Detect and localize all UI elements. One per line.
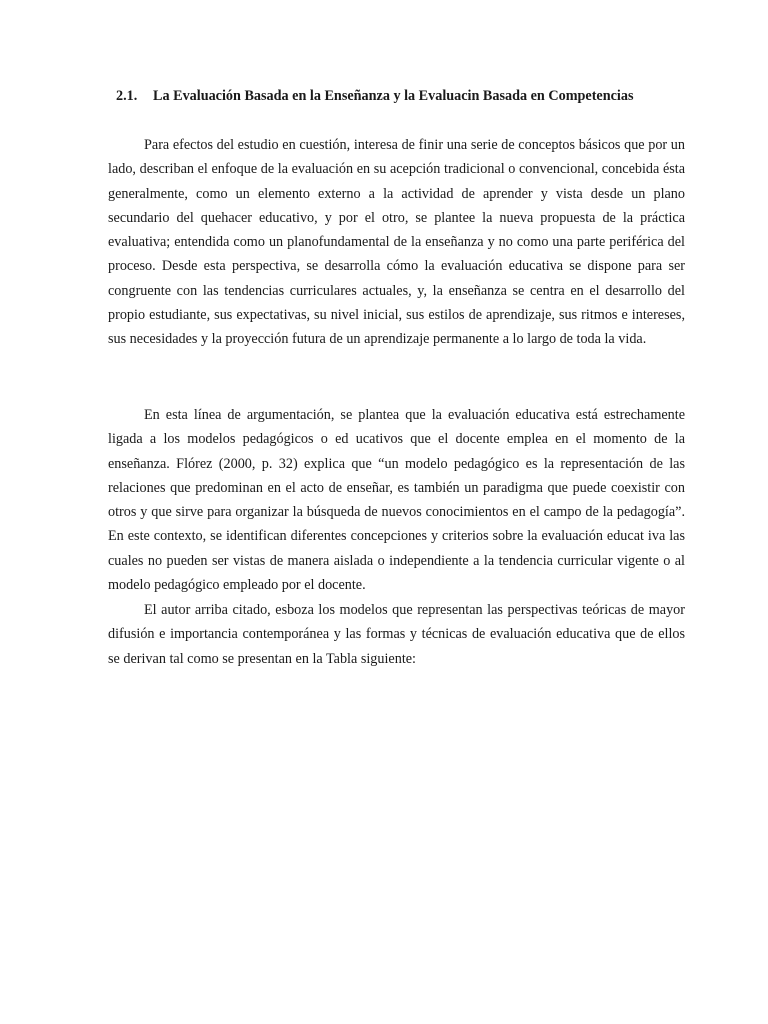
section-title: La Evaluación Basada en la Enseñanza y la Evaluacin Basada en Competencias — [153, 88, 634, 104]
section-heading — [116, 86, 676, 106]
section-number: 2.1. — [116, 88, 138, 104]
paragraph-1: Para efectos del estudio en cuestión, interesa de finir una serie de conceptos básicos que por un lado, describan el enfoque de la evaluación en su acepción tradicional o convencional, concebida ésta generalmente, como un elemento externo a la actividad de aprender y vista desde un plano secundario del quehacer educativo, y por el otro, se plantee la nueva propuesta de la práctica evaluativa; entendida como un planofundamental de la enseñanza y no como una parte periférica del proceso. Desde esta perspectiva, se desarrolla cómo la evaluación educativa se dispone para ser congruente con las tendencias curriculares actuales, y, la enseñanza se centra en el desarrollo del propio estudiante, sus expectativas, su nivel inicial, sus estilos de aprendizaje, sus ritmos e intereses, sus necesidades y la proyección futura de un aprendizaje permanente a lo largo de toda la vida. — [108, 137, 685, 348]
paragraph-3: El autor arriba citado, esboza los modelos que representan las perspectivas teóricas de mayor difusión e importancia contemporánea y las formas y técnicas de evaluación educativa que de ellos se derivan tal como se presentan en la Tabla siguiente: — [108, 602, 685, 667]
paragraph-2: En esta línea de argumentación, se plantea que la evaluación educativa está estrechamente ligada a los modelos pedagógicos o ed ucativos que el docente emplea en el momento de la enseñanza. Flórez (2000, p. 32) explica que “un modelo pedagógico es la representación de las relaciones que predominan en el acto de enseñar, es también un paradigma que puede coexistir con otros y que sirve para organizar la búsqueda de nuevos conocimientos en el campo de la pedagogía”. En este contexto, se identifican diferentes concepciones y criterios sobre la evaluación educat iva las cuales no pueden ser vistas de manera aislada o independiente a la tendencia curricular vigente o al modelo pedagógico empleado por el docente. — [108, 407, 685, 594]
